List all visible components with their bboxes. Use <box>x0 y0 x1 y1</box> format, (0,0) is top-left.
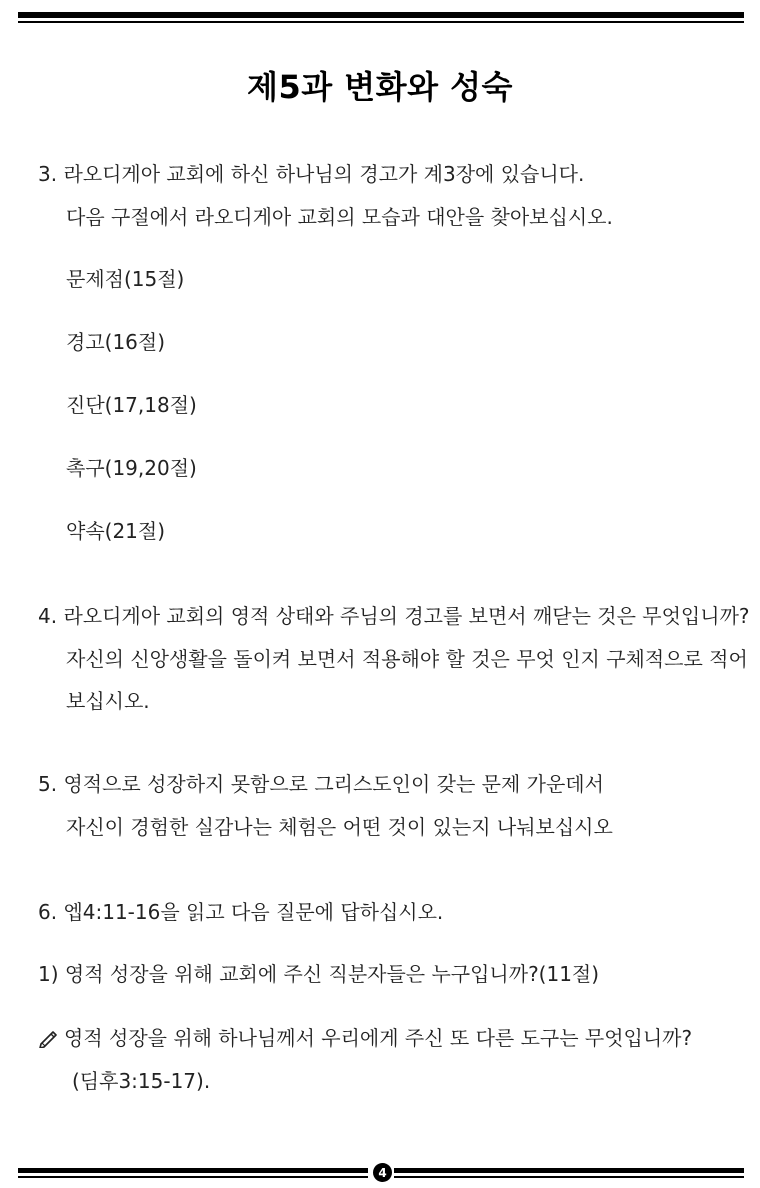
q4-line3: 보십시오. <box>66 689 150 713</box>
q3-item-promise: 약속(21절) <box>66 519 166 543</box>
bottom-rule-right-thin <box>394 1176 744 1178</box>
q4-line2: 자신의 신앙생활을 돌이켜 보면서 적용해야 할 것은 무엇 인지 구체적으로 적어 <box>66 647 748 671</box>
q4-line1: 4. 라오디게아 교회의 영적 상태와 주님의 경고를 보면서 깨닫는 것은 무엇입니까? <box>38 604 750 628</box>
q3-item-problem: 문제점(15절) <box>66 267 185 291</box>
bottom-rule-right-thick <box>394 1168 744 1173</box>
q6-sub1: 1) 영적 성장을 위해 교회에 주신 직분자들은 누구입니까?(11절) <box>38 962 600 986</box>
bottom-rule <box>18 1163 744 1187</box>
bottom-rule-left-thin <box>18 1176 368 1178</box>
q5-line1: 5. 영적으로 성장하지 못함으로 그리스도인이 갖는 문제 가운데서 <box>38 772 604 796</box>
page-number: 4 <box>373 1163 392 1182</box>
q6-note-text: 영적 성장을 위해 하나님께서 우리에게 주신 또 다른 도구는 무엇입니까? <box>64 1026 693 1050</box>
top-rule-thick <box>18 12 744 18</box>
top-rule-thin <box>18 21 744 23</box>
q3-item-urge: 촉구(19,20절) <box>66 456 197 480</box>
q6-note-line2: (딤후3:15-17). <box>72 1069 211 1093</box>
q6-line1: 6. 엡4:11-16을 읽고 다음 질문에 답하십시오. <box>38 900 444 924</box>
q5-line2: 자신이 경험한 실감나는 체험은 어떤 것이 있는지 나눠보십시오 <box>66 815 613 839</box>
pencil-icon <box>38 1028 60 1048</box>
q3-line1: 3. 라오디게아 교회에 하신 하나님의 경고가 계3장에 있습니다. <box>38 162 585 186</box>
q3-item-warning: 경고(16절) <box>66 330 166 354</box>
q3-item-diagnosis: 진단(17,18절) <box>66 393 197 417</box>
q3-line2: 다음 구절에서 라오디게아 교회의 모습과 대안을 찾아보십시오. <box>66 205 613 229</box>
page-title: 제5과 변화와 성숙 <box>247 68 513 106</box>
q6-note-line1 <box>38 1022 692 1051</box>
bottom-rule-left-thick <box>18 1168 368 1173</box>
